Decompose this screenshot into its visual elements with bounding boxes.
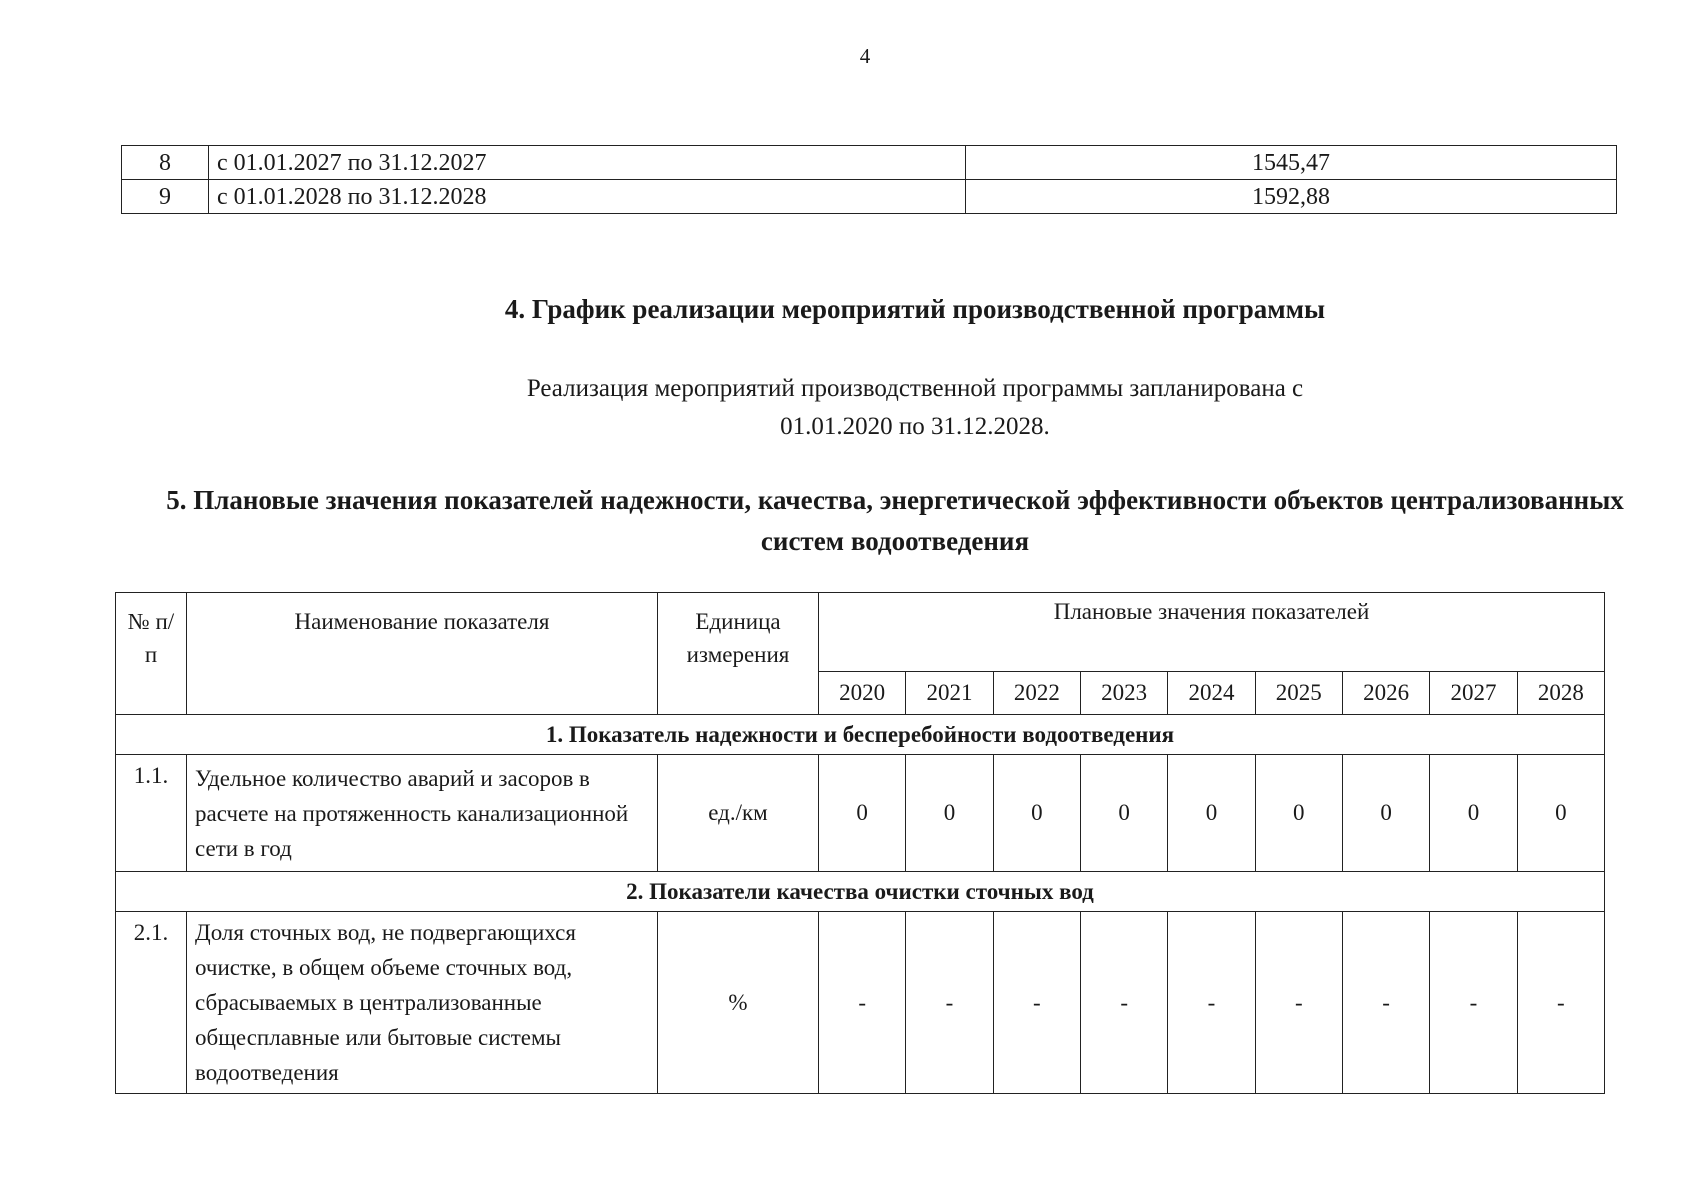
header-year: 2022 bbox=[993, 672, 1080, 715]
section-4-heading: 4. График реализации мероприятий производственной программы bbox=[504, 294, 1326, 324]
section-4-text-line-2: 01.01.2020 по 31.12.2028. bbox=[780, 413, 1050, 440]
row-number: 1.1. bbox=[116, 755, 187, 872]
page-number: 4 bbox=[859, 44, 871, 68]
section-4-text-line-1: Реализация мероприятий производственной программы запланирована с bbox=[526, 375, 1304, 402]
row-number: 9 bbox=[122, 180, 209, 214]
year-value: - bbox=[1430, 912, 1517, 1094]
year-value: 0 bbox=[1517, 755, 1604, 872]
header-year: 2027 bbox=[1430, 672, 1517, 715]
tariff-continuation-table bbox=[121, 145, 1617, 214]
year-value: - bbox=[1342, 912, 1429, 1094]
section-4-text bbox=[0, 370, 1698, 446]
section-title: 1. Показатель надежности и бесперебойности водоотведения bbox=[116, 715, 1605, 755]
year-value: - bbox=[906, 912, 993, 1094]
row-number: 2.1. bbox=[116, 912, 187, 1094]
year-value: 0 bbox=[819, 755, 906, 872]
indicator-unit: ед./км bbox=[658, 755, 819, 872]
section-title-row bbox=[116, 715, 1605, 755]
table-row bbox=[122, 146, 1617, 180]
header-year: 2028 bbox=[1517, 672, 1604, 715]
header-plan-values: Плановые значения показателей bbox=[819, 593, 1605, 672]
year-value: - bbox=[1255, 912, 1342, 1094]
row-value: 1545,47 bbox=[966, 146, 1617, 180]
header-year: 2024 bbox=[1168, 672, 1255, 715]
row-number: 8 bbox=[122, 146, 209, 180]
row-period: с 01.01.2027 по 31.12.2027 bbox=[209, 146, 966, 180]
indicator-unit: % bbox=[658, 912, 819, 1094]
year-value: 0 bbox=[1430, 755, 1517, 872]
header-year: 2025 bbox=[1255, 672, 1342, 715]
year-value: - bbox=[993, 912, 1080, 1094]
year-value: 0 bbox=[1255, 755, 1342, 872]
year-value: 0 bbox=[1168, 755, 1255, 872]
year-value: 0 bbox=[1080, 755, 1167, 872]
year-value: - bbox=[1517, 912, 1604, 1094]
table-row bbox=[122, 180, 1617, 214]
section-title: 2. Показатели качества очистки сточных вод bbox=[116, 872, 1605, 912]
year-value: 0 bbox=[906, 755, 993, 872]
year-value: 0 bbox=[993, 755, 1080, 872]
year-value: 0 bbox=[1342, 755, 1429, 872]
header-year: 2021 bbox=[906, 672, 993, 715]
indicators-table bbox=[115, 592, 1605, 1094]
header-name: Наименование показателя bbox=[187, 593, 658, 715]
table-row bbox=[116, 912, 1605, 1094]
section-5-heading: 5. Плановые значения показателей надежности, качества, энергетической эффективности объектов централизованных систем водоотведения bbox=[166, 485, 1624, 556]
indicator-name: Доля сточных вод, не подвергающихся очистке, в общем объеме сточных вод, сбрасываемых в централизованные общесплавные или бытовые системы водоотведения bbox=[187, 912, 658, 1094]
row-period: с 01.01.2028 по 31.12.2028 bbox=[209, 180, 966, 214]
year-value: - bbox=[1080, 912, 1167, 1094]
header-year: 2020 bbox=[819, 672, 906, 715]
table-row bbox=[116, 755, 1605, 872]
header-num: № п/п bbox=[116, 593, 187, 715]
row-value: 1592,88 bbox=[966, 180, 1617, 214]
year-value: - bbox=[1168, 912, 1255, 1094]
header-year: 2023 bbox=[1080, 672, 1167, 715]
year-value: - bbox=[819, 912, 906, 1094]
header-unit: Единица измерения bbox=[658, 593, 819, 715]
indicator-name: Удельное количество аварий и засоров в расчете на протяженность канализационной сети в год bbox=[187, 755, 658, 872]
header-row bbox=[116, 593, 1605, 672]
header-year: 2026 bbox=[1342, 672, 1429, 715]
section-title-row bbox=[116, 872, 1605, 912]
